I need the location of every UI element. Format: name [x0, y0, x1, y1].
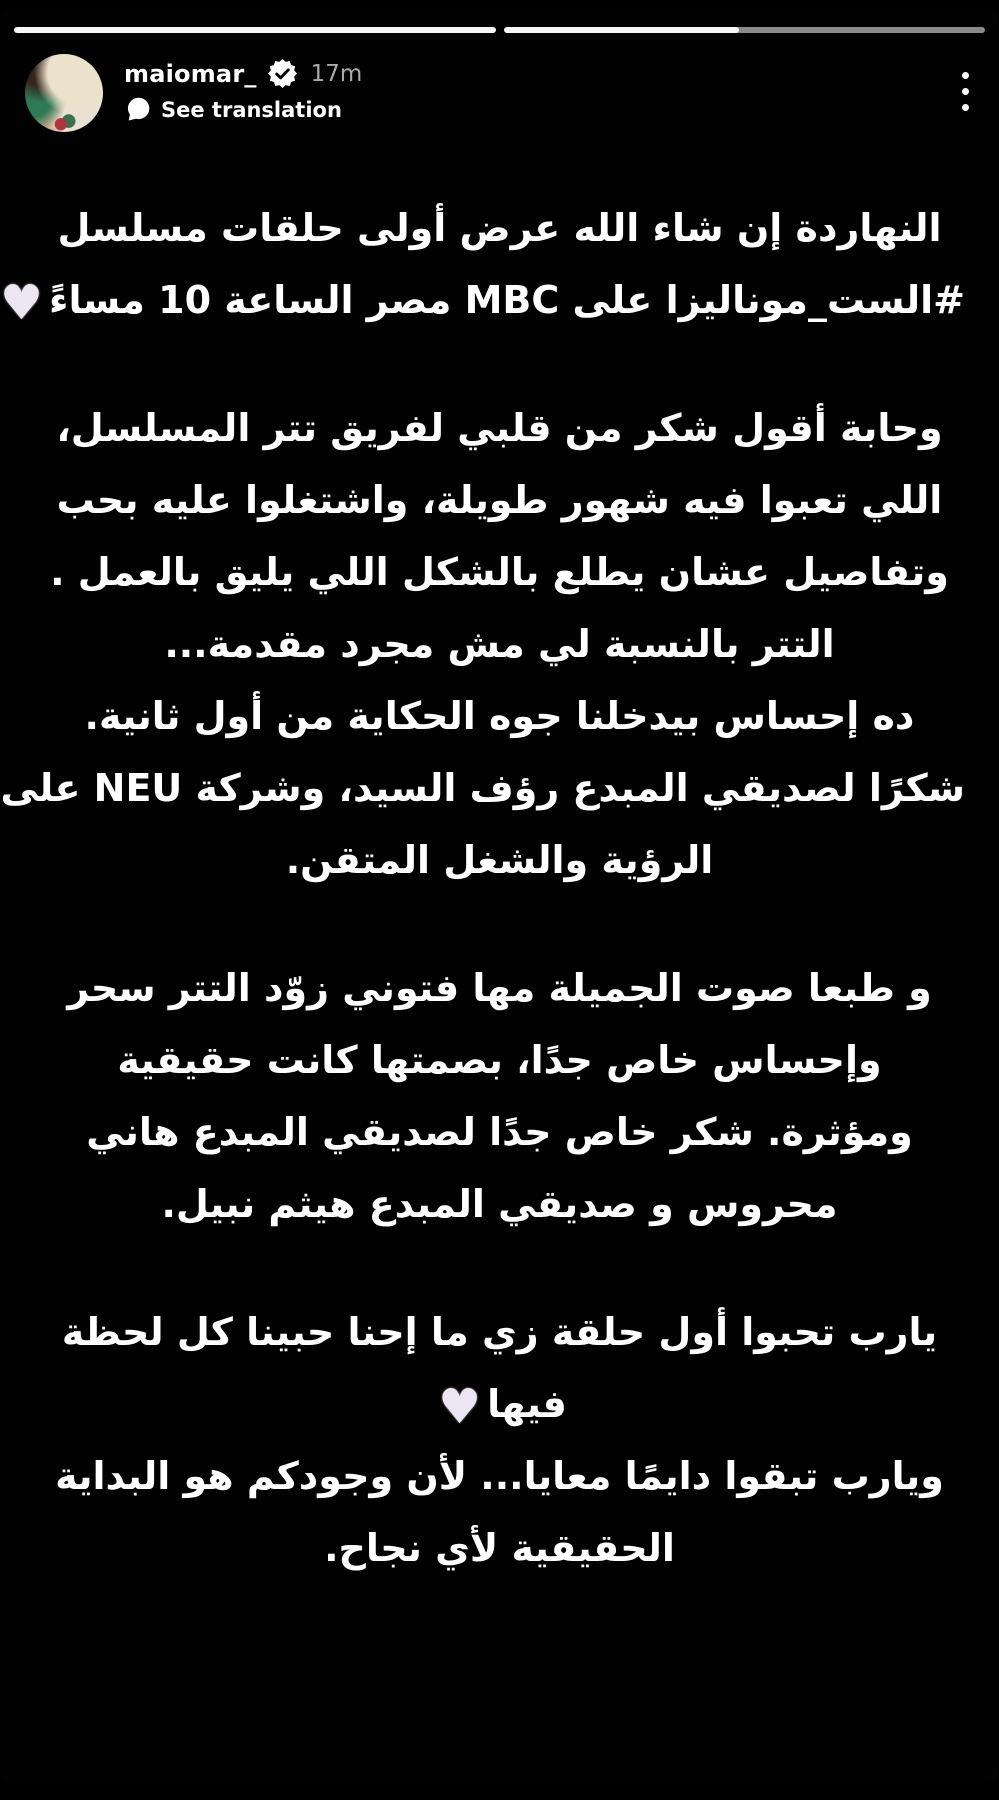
text-line: وتفاصيل عشان يطلع بالشكل اللي يليق بالعمل .: [50, 550, 949, 594]
menu-dot: [962, 72, 969, 79]
menu-dot: [962, 104, 969, 111]
timestamp: 17m: [310, 60, 363, 87]
story-card: [0, 6, 999, 1784]
chat-bubble-icon: [124, 96, 151, 123]
story-text: [0, 192, 965, 1584]
progress-bar-2: [504, 27, 986, 33]
paragraph: [34, 952, 965, 1240]
text-line: الرؤية والشغل المتقن.: [285, 838, 714, 882]
verified-badge-icon: [268, 59, 297, 88]
text-line: ويارب تبقوا دايمًا معايا... لأن وجودكم هو البداية: [55, 1454, 944, 1498]
text-line: الحقيقية لأي نجاح.: [324, 1526, 675, 1570]
username[interactable]: maiomar_: [124, 59, 257, 88]
text-line: محروس و صديقي المبدع هيثم نبيل.: [161, 1182, 838, 1226]
text-line: فيها♥: [438, 1378, 567, 1435]
text-line: ده إحساس بيدخلنا جوه الحكاية من أول ثانية.: [84, 694, 915, 738]
text-line: وإحساس خاص جدًا، بصمتها كانت حقيقية: [117, 1038, 882, 1082]
username-row: [124, 59, 362, 88]
white-heart-icon: ♥: [438, 1378, 482, 1435]
progress-bar-1: [14, 27, 496, 33]
text-line: #الست_موناليزا على MBC مصر الساعة 10 مساءً♥: [0, 274, 965, 331]
story-header: [25, 54, 979, 132]
paragraph: [34, 1296, 965, 1584]
paragraph: [0, 392, 965, 896]
text-line: اللي تعبوا فيه شهور طويلة، واشتغلوا عليه بحب: [56, 478, 943, 522]
paragraph: [0, 192, 965, 336]
avatar[interactable]: [25, 54, 103, 132]
text-line: النهاردة إن شاء الله عرض أولى حلقات مسلسل: [57, 206, 942, 250]
more-options-button[interactable]: [942, 54, 979, 121]
white-heart-icon: ♥: [0, 274, 44, 331]
text-line: ومؤثرة. شكر خاص جدًا لصديقي المبدع هاني: [86, 1110, 913, 1154]
progress-bar-2-fill: [504, 27, 740, 33]
progress-bar-1-fill: [14, 27, 496, 33]
see-translation-button[interactable]: [124, 96, 362, 123]
menu-dot: [962, 88, 969, 95]
header-text: [124, 54, 362, 123]
text-line: يارب تحبوا أول حلقة زي ما إحنا حبينا كل لحظة: [61, 1310, 938, 1354]
see-translation-label: See translation: [161, 97, 342, 122]
text-line: شكرًا لصديقي المبدع رؤف السيد، وشركة NEU على: [0, 766, 965, 810]
text-line: و طبعا صوت الجميلة مها فتوني زوّد التتر سحر: [67, 966, 932, 1010]
text-line: وحابة أقول شكر من قلبي لفريق تتر المسلسل،: [56, 406, 943, 450]
text-line: التتر بالنسبة لي مش مجرد مقدمة...: [164, 622, 835, 666]
story-progress-bars: [14, 27, 985, 33]
